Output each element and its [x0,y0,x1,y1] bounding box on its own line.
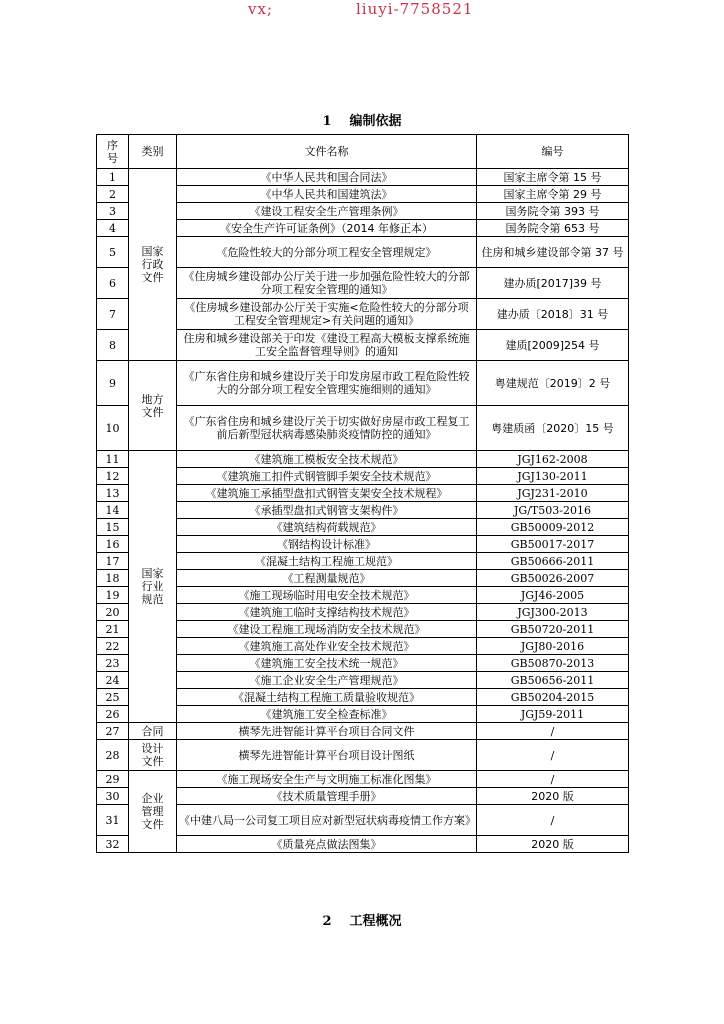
row-name: 横琴先进智能计算平台项目合同文件 [177,723,477,740]
table-row [97,805,629,836]
table-row [97,771,629,788]
row-code: 建办质[2017]39 号 [477,268,629,299]
row-name: 《住房城乡建设部办公厅关于实施<危险性较大的分部分项工程安全管理规定>有关问题的通知》 [177,299,477,330]
table-row [97,706,629,723]
category-enterprise: 企业管理文件 [129,771,177,853]
table-row [97,451,629,468]
row-code: GB50656-2011 [477,672,629,689]
table-row [97,570,629,587]
table-row [97,186,629,203]
row-name: 《建筑施工扣件式钢管脚手架安全技术规范》 [177,468,477,485]
row-name: 《建筑结构荷载规范》 [177,519,477,536]
category-local: 地方文件 [129,361,177,451]
table-row [97,485,629,502]
row-name: 《中建八局一公司复工项目应对新型冠状病毒疫情工作方案》 [177,805,477,836]
row-name: 《施工现场安全生产与文明施工标准化图集》 [177,771,477,788]
row-code: JGJ80-2016 [477,638,629,655]
row-no: 23 [97,655,129,672]
row-code: 粤建规范〔2019〕2 号 [477,361,629,406]
table-row [97,655,629,672]
header-category: 类别 [129,135,177,169]
basis-table [96,134,629,853]
row-code: JGJ300-2013 [477,604,629,621]
row-code: GB50666-2011 [477,553,629,570]
row-name: 《技术质量管理手册》 [177,788,477,805]
row-code: JGJ130-2011 [477,468,629,485]
row-name: 《建筑施工高处作业安全技术规范》 [177,638,477,655]
row-code: / [477,771,629,788]
table-row [97,220,629,237]
table-row [97,553,629,570]
table-row [97,519,629,536]
row-name: 《广东省住房和城乡建设厅关于切实做好房屋市政工程复工前后新型冠状病毒感染肺炎疫情防控的通知》 [177,406,477,451]
row-no: 31 [97,805,129,836]
row-code: 建办质〔2018〕31 号 [477,299,629,330]
row-no: 12 [97,468,129,485]
table-row [97,237,629,268]
row-code: GB50017-2017 [477,536,629,553]
row-name: 《建筑施工模板安全技术规范》 [177,451,477,468]
row-no: 4 [97,220,129,237]
table-row [97,689,629,706]
row-name: 《广东省住房和城乡建设厅关于印发房屋市政工程危险性较大的分部分项工程安全管理实施细则的通知》 [177,361,477,406]
row-no: 24 [97,672,129,689]
row-no: 16 [97,536,129,553]
row-code: JGJ162-2008 [477,451,629,468]
section-1-number: 1 [322,114,332,129]
row-code: 住房和城乡建设部令第 37 号 [477,237,629,268]
table-row [97,672,629,689]
table-row [97,406,629,451]
row-name: 《工程测量规范》 [177,570,477,587]
row-code: 国务院令第 653 号 [477,220,629,237]
category-contract: 合同 [129,723,177,740]
row-code: JG/T503-2016 [477,502,629,519]
row-name: 《建筑施工临时支撑结构技术规范》 [177,604,477,621]
row-name: 《建筑施工安全技术统一规范》 [177,655,477,672]
row-name: 《建设工程施工现场消防安全技术规范》 [177,621,477,638]
row-no: 28 [97,740,129,771]
row-no: 21 [97,621,129,638]
row-code: / [477,723,629,740]
row-no: 9 [97,361,129,406]
row-no: 19 [97,587,129,604]
row-no: 10 [97,406,129,451]
table-row [97,536,629,553]
row-no: 18 [97,570,129,587]
table-row [97,740,629,771]
table-row [97,502,629,519]
header-no: 序号 [97,135,129,169]
row-no: 15 [97,519,129,536]
row-name: 《住房城乡建设部办公厅关于进一步加强危险性较大的分部分项工程安全管理的通知》 [177,268,477,299]
row-name: 《建筑施工安全检查标准》 [177,706,477,723]
row-no: 27 [97,723,129,740]
row-code: GB50870-2013 [477,655,629,672]
section-1-heading [0,110,724,129]
row-code: JGJ46-2005 [477,587,629,604]
section-2-number: 2 [322,914,332,929]
row-name: 住房和城乡建设部关于印发《建设工程高大模板支撑系统施工安全监督管理导则》的通知 [177,330,477,361]
row-no: 32 [97,836,129,853]
watermark [0,0,724,22]
table-row [97,169,629,186]
row-code: 国家主席令第 15 号 [477,169,629,186]
row-code: GB50009-2012 [477,519,629,536]
row-code: 国务院令第 393 号 [477,203,629,220]
watermark-left: vx; [248,0,273,18]
row-code: GB50720-2011 [477,621,629,638]
section-2-title: 工程概况 [349,914,402,929]
header-code: 编号 [477,135,629,169]
row-no: 17 [97,553,129,570]
row-code: JGJ231-2010 [477,485,629,502]
row-name: 《质量亮点做法图集》 [177,836,477,853]
header-name: 文件名称 [177,135,477,169]
category-national-admin: 国家行政文件 [129,169,177,361]
row-code: 建质[2009]254 号 [477,330,629,361]
row-name: 《建设工程安全生产管理条例》 [177,203,477,220]
row-name: 《施工现场临时用电安全技术规范》 [177,587,477,604]
table-row [97,621,629,638]
row-code: GB50204-2015 [477,689,629,706]
row-no: 11 [97,451,129,468]
row-code: / [477,805,629,836]
row-no: 1 [97,169,129,186]
row-no: 25 [97,689,129,706]
table-row [97,203,629,220]
category-design: 设计文件 [129,740,177,771]
row-no: 29 [97,771,129,788]
section-2-heading [0,910,724,929]
table-row [97,361,629,406]
row-name: 《混凝土结构工程施工规范》 [177,553,477,570]
row-no: 2 [97,186,129,203]
row-no: 6 [97,268,129,299]
row-no: 8 [97,330,129,361]
row-code: JGJ59-2011 [477,706,629,723]
table-row [97,299,629,330]
row-code: 粤建质函〔2020〕15 号 [477,406,629,451]
row-code: 2020 版 [477,788,629,805]
table-row [97,330,629,361]
row-name: 《中华人民共和国合同法》 [177,169,477,186]
row-no: 26 [97,706,129,723]
table-row [97,604,629,621]
row-name: 横琴先进智能计算平台项目设计图纸 [177,740,477,771]
watermark-right: liuyi-7758521 [356,0,474,18]
row-code: 2020 版 [477,836,629,853]
row-no: 22 [97,638,129,655]
table-header-row [97,135,629,169]
row-name: 《危险性较大的分部分项工程安全管理规定》 [177,237,477,268]
row-code: / [477,740,629,771]
table-row [97,836,629,853]
row-no: 30 [97,788,129,805]
table-row [97,723,629,740]
row-name: 《中华人民共和国建筑法》 [177,186,477,203]
table-row [97,587,629,604]
row-no: 7 [97,299,129,330]
row-name: 《承插型盘扣式钢管支架构件》 [177,502,477,519]
row-name: 《施工企业安全生产管理规范》 [177,672,477,689]
row-name: 《建筑施工承插型盘扣式钢管支架安全技术规程》 [177,485,477,502]
table-row [97,788,629,805]
row-no: 3 [97,203,129,220]
table-row [97,468,629,485]
row-no: 5 [97,237,129,268]
row-code: 国家主席令第 29 号 [477,186,629,203]
row-no: 13 [97,485,129,502]
row-code: GB50026-2007 [477,570,629,587]
row-no: 20 [97,604,129,621]
table-row [97,268,629,299]
row-no: 14 [97,502,129,519]
row-name: 《钢结构设计标准》 [177,536,477,553]
table-row [97,638,629,655]
section-1-title: 编制依据 [349,114,402,129]
row-name: 《混凝土结构工程施工质量验收规范》 [177,689,477,706]
category-national-industry: 国家行业规范 [129,451,177,723]
row-name: 《安全生产许可证条例》（2014 年修正本） [177,220,477,237]
